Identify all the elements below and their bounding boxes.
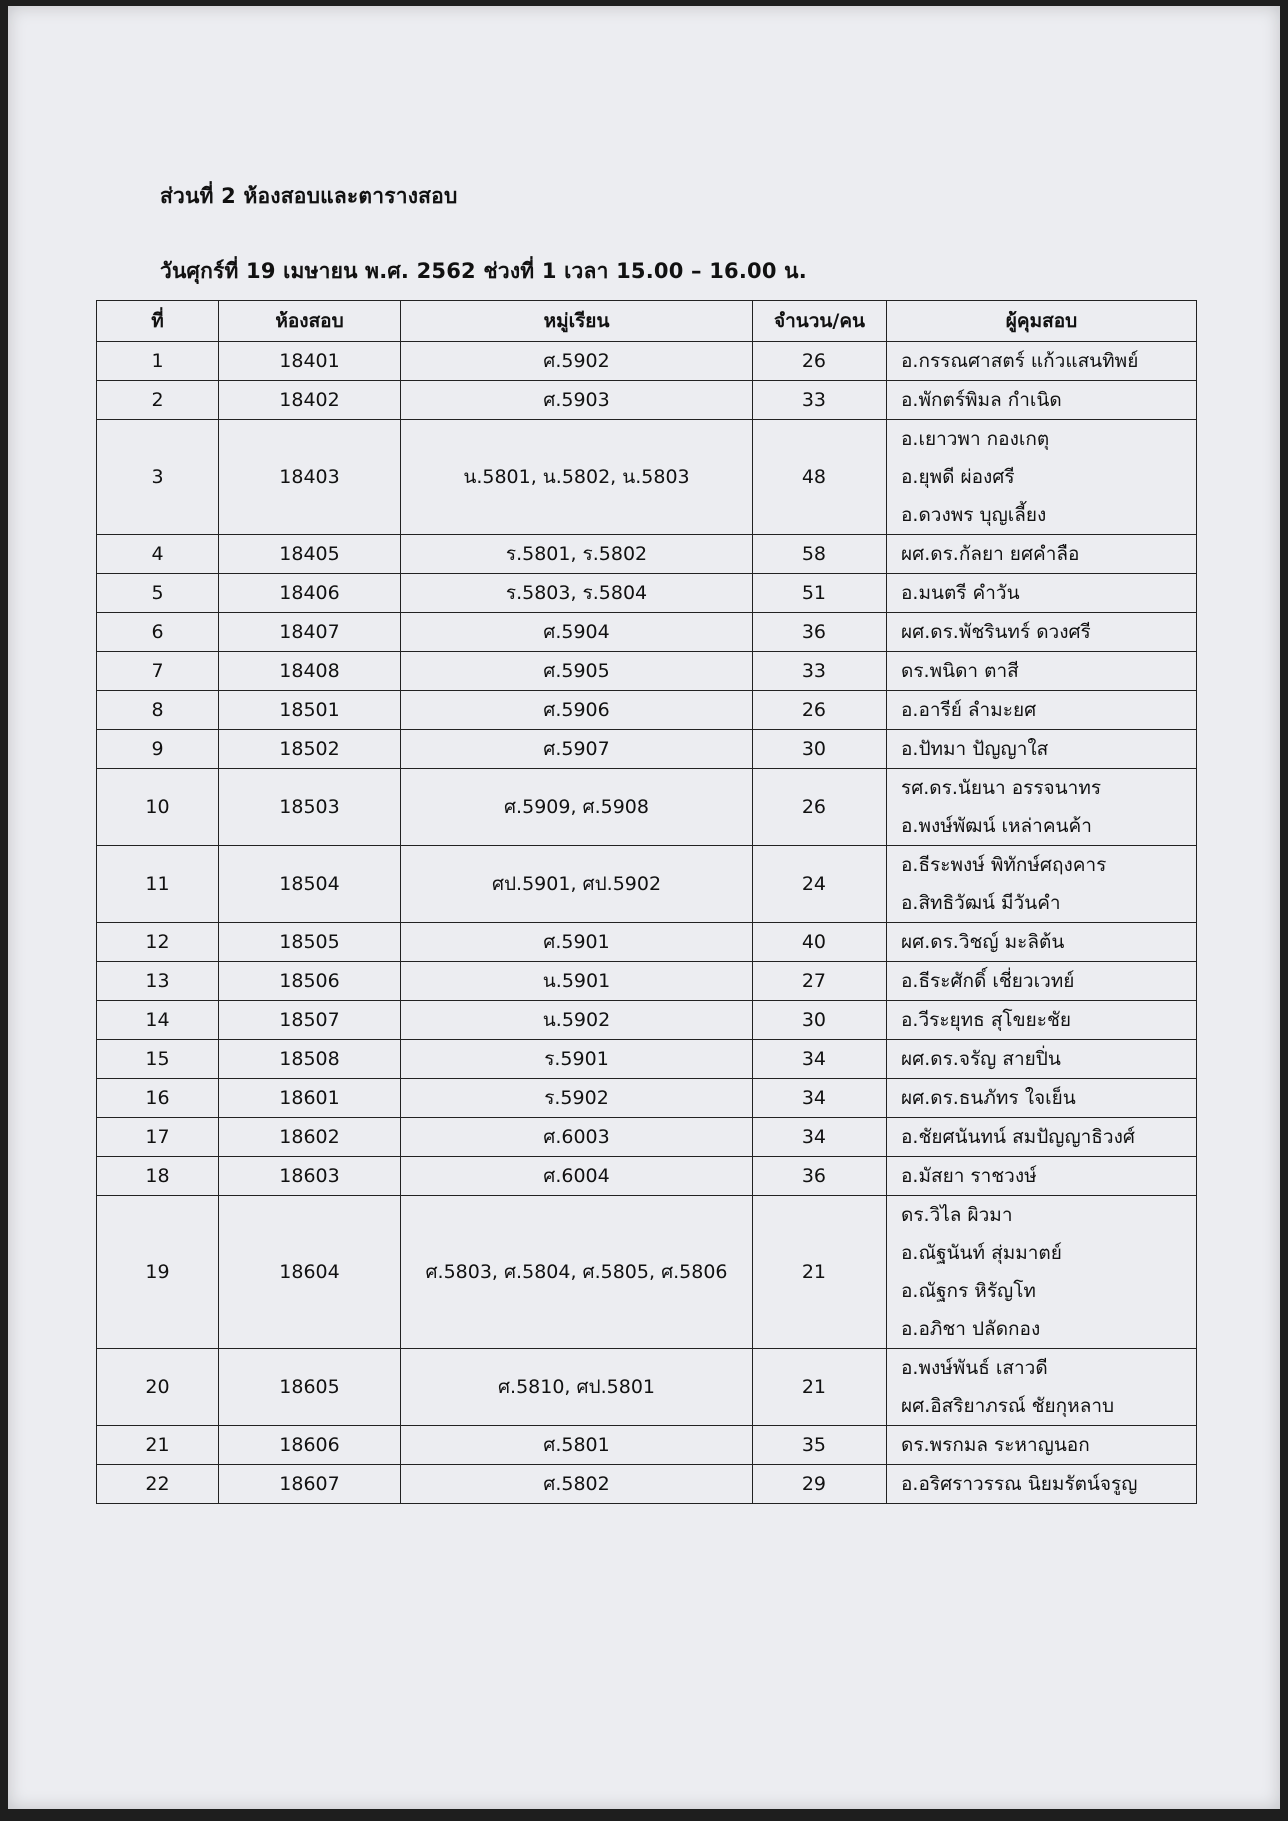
cell-room: 18406: [219, 574, 401, 613]
proctor-name: อ.สิทธิวัฒน์ มีวันคำ: [901, 892, 1061, 914]
cell-room: 18606: [219, 1426, 401, 1465]
proctor-name: ผศ.ดร.ธนภัทร ใจเย็น: [901, 1087, 1076, 1109]
proctor-name: อ.มัสยา ราชวงษ์: [901, 1165, 1037, 1187]
cell-room: 18607: [219, 1465, 401, 1504]
col-header-room: ห้องสอบ: [219, 301, 401, 342]
cell-count: 27: [753, 962, 887, 1001]
cell-proctors: [887, 535, 1197, 574]
cell-count: 26: [753, 769, 887, 846]
cell-proctors: [887, 420, 1197, 535]
table-row: [97, 1157, 1197, 1196]
cell-room: 18602: [219, 1118, 401, 1157]
cell-group: ศ.6004: [401, 1157, 753, 1196]
exam-room-table: [96, 300, 1197, 1504]
cell-group: ศ.5906: [401, 691, 753, 730]
proctor-name: อ.ชัยศนันทน์ สมปัญญาธิวงศ์: [901, 1126, 1135, 1148]
proctor-name: ผศ.ดร.พัชรินทร์ ดวงศรี: [901, 621, 1091, 643]
cell-count: 21: [753, 1349, 887, 1426]
cell-proctors: [887, 691, 1197, 730]
proctor-name: อ.อารีย์ ลำมะยศ: [901, 699, 1037, 721]
cell-group: ศ.5802: [401, 1465, 753, 1504]
cell-proctors: [887, 769, 1197, 846]
cell-no: 5: [97, 574, 219, 613]
table-row: [97, 652, 1197, 691]
proctor-name: อ.ธีระศักดิ์ เชี่ยวเวทย์: [901, 970, 1075, 992]
table-row: [97, 846, 1197, 923]
table-row: [97, 1079, 1197, 1118]
cell-no: 12: [97, 923, 219, 962]
cell-room: 18402: [219, 381, 401, 420]
cell-proctors: [887, 1349, 1197, 1426]
cell-group: ศ.5903: [401, 381, 753, 420]
cell-room: 18603: [219, 1157, 401, 1196]
cell-count: 58: [753, 535, 887, 574]
proctor-name: อ.กรรณศาสตร์ แก้วแสนทิพย์: [901, 350, 1139, 372]
table-row: [97, 769, 1197, 846]
cell-group: น.5801, น.5802, น.5803: [401, 420, 753, 535]
cell-no: 17: [97, 1118, 219, 1157]
cell-group: ศ.5810, ศป.5801: [401, 1349, 753, 1426]
cell-room: 18505: [219, 923, 401, 962]
cell-no: 1: [97, 342, 219, 381]
cell-group: ศ.5902: [401, 342, 753, 381]
cell-room: 18503: [219, 769, 401, 846]
table-row: [97, 342, 1197, 381]
cell-room: 18504: [219, 846, 401, 923]
proctor-name: ผศ.ดร.กัลยา ยศคำลือ: [901, 543, 1080, 565]
cell-group: ศ.5901: [401, 923, 753, 962]
table-row: [97, 1001, 1197, 1040]
cell-no: 9: [97, 730, 219, 769]
cell-no: 13: [97, 962, 219, 1001]
table-row: [97, 574, 1197, 613]
proctor-name: รศ.ดร.นัยนา อรรจนาทร: [901, 777, 1102, 799]
cell-group: ร.5801, ร.5802: [401, 535, 753, 574]
cell-no: 18: [97, 1157, 219, 1196]
table-row: [97, 1040, 1197, 1079]
cell-proctors: [887, 1079, 1197, 1118]
cell-room: 18501: [219, 691, 401, 730]
table-row: [97, 1465, 1197, 1504]
cell-group: ศ.5803, ศ.5804, ศ.5805, ศ.5806: [401, 1196, 753, 1349]
cell-no: 22: [97, 1465, 219, 1504]
cell-proctors: [887, 381, 1197, 420]
cell-group: ศ.5907: [401, 730, 753, 769]
proctor-name: อ.มนตรี คำวัน: [901, 582, 1020, 604]
proctor-name: อ.อภิชา ปลัดกอง: [901, 1318, 1041, 1340]
cell-group: ศป.5901, ศป.5902: [401, 846, 753, 923]
cell-proctors: [887, 1040, 1197, 1079]
cell-group: ร.5803, ร.5804: [401, 574, 753, 613]
proctor-name: อ.เยาวพา กองเกตุ: [901, 428, 1050, 450]
proctor-name: ดร.พรกมล ระหาญนอก: [901, 1434, 1090, 1456]
cell-count: 51: [753, 574, 887, 613]
cell-proctors: [887, 652, 1197, 691]
cell-room: 18507: [219, 1001, 401, 1040]
table-row: [97, 420, 1197, 535]
proctor-name: อ.อริศราวรรณ นิยมรัตน์จรูญ: [901, 1473, 1138, 1495]
cell-group: ร.5901: [401, 1040, 753, 1079]
col-header-count: จำนวน/คน: [753, 301, 887, 342]
cell-proctors: [887, 1001, 1197, 1040]
proctor-name: อ.ปัทมา ปัญญาใส: [901, 738, 1049, 760]
cell-count: 36: [753, 613, 887, 652]
cell-no: 4: [97, 535, 219, 574]
table-row: [97, 381, 1197, 420]
cell-proctors: [887, 1196, 1197, 1349]
proctor-name: อ.วีระยุทธ สุโขยะชัย: [901, 1009, 1071, 1031]
table-row: [97, 923, 1197, 962]
proctor-name: อ.พงษ์พัฒน์ เหล่าคนค้า: [901, 815, 1092, 837]
proctor-name: ดร.พนิดา ตาสี: [901, 660, 1019, 682]
proctor-name: อ.พักตร์พิมล กำเนิด: [901, 389, 1062, 411]
cell-count: 33: [753, 381, 887, 420]
cell-group: ศ.6003: [401, 1118, 753, 1157]
session-line: วันศุกร์ที่ 19 เมษายน พ.ศ. 2562 ช่วงที่ 1 เวลา 15.00 – 16.00 น.: [160, 259, 807, 283]
cell-no: 14: [97, 1001, 219, 1040]
cell-count: 48: [753, 420, 887, 535]
cell-group: น.5902: [401, 1001, 753, 1040]
cell-no: 7: [97, 652, 219, 691]
cell-count: 21: [753, 1196, 887, 1349]
cell-no: 16: [97, 1079, 219, 1118]
cell-count: 30: [753, 1001, 887, 1040]
cell-no: 21: [97, 1426, 219, 1465]
table-row: [97, 1118, 1197, 1157]
cell-group: ร.5902: [401, 1079, 753, 1118]
cell-no: 19: [97, 1196, 219, 1349]
table-row: [97, 962, 1197, 1001]
cell-count: 35: [753, 1426, 887, 1465]
cell-group: ศ.5801: [401, 1426, 753, 1465]
cell-no: 8: [97, 691, 219, 730]
cell-group: น.5901: [401, 962, 753, 1001]
proctor-name: ผศ.ดร.วิชญ์ มะลิต้น: [901, 931, 1065, 953]
proctor-name: ดร.วิไล ผิวมา: [901, 1204, 1013, 1226]
cell-room: 18506: [219, 962, 401, 1001]
table-header-row: [97, 301, 1197, 342]
proctor-name: อ.ดวงพร บุญเลี้ยง: [901, 504, 1047, 526]
proctor-name: อ.พงษ์พันธ์ เสาวดี: [901, 1357, 1048, 1379]
cell-no: 2: [97, 381, 219, 420]
cell-count: 29: [753, 1465, 887, 1504]
cell-no: 3: [97, 420, 219, 535]
cell-room: 18403: [219, 420, 401, 535]
proctor-name: อ.ยุพดี ผ่องศรี: [901, 466, 1015, 488]
cell-room: 18604: [219, 1196, 401, 1349]
cell-count: 33: [753, 652, 887, 691]
cell-proctors: [887, 962, 1197, 1001]
cell-count: 34: [753, 1079, 887, 1118]
proctor-name: อ.ณัฐกร หิรัญโท: [901, 1280, 1036, 1302]
cell-proctors: [887, 1118, 1197, 1157]
col-header-proctor: ผู้คุมสอบ: [887, 301, 1197, 342]
cell-proctors: [887, 1157, 1197, 1196]
cell-room: 18508: [219, 1040, 401, 1079]
cell-room: 18601: [219, 1079, 401, 1118]
cell-proctors: [887, 923, 1197, 962]
cell-proctors: [887, 1426, 1197, 1465]
cell-count: 40: [753, 923, 887, 962]
cell-room: 18405: [219, 535, 401, 574]
cell-no: 15: [97, 1040, 219, 1079]
cell-proctors: [887, 342, 1197, 381]
cell-group: ศ.5904: [401, 613, 753, 652]
cell-count: 36: [753, 1157, 887, 1196]
table-row: [97, 691, 1197, 730]
cell-proctors: [887, 1465, 1197, 1504]
cell-count: 34: [753, 1040, 887, 1079]
table-row: [97, 730, 1197, 769]
cell-proctors: [887, 574, 1197, 613]
cell-count: 30: [753, 730, 887, 769]
proctor-name: อ.ธีระพงษ์ พิทักษ์ศฤงคาร: [901, 854, 1107, 876]
cell-room: 18408: [219, 652, 401, 691]
table-row: [97, 1426, 1197, 1465]
cell-group: ศ.5905: [401, 652, 753, 691]
col-header-no: ที่: [97, 301, 219, 342]
cell-no: 10: [97, 769, 219, 846]
cell-room: 18401: [219, 342, 401, 381]
proctor-name: ผศ.ดร.จรัญ สายปิ่น: [901, 1048, 1061, 1070]
proctor-name: ผศ.อิสริยาภรณ์ ชัยกุหลาบ: [901, 1395, 1115, 1417]
cell-room: 18407: [219, 613, 401, 652]
section-title: ส่วนที่ 2 ห้องสอบและตารางสอบ: [160, 184, 458, 208]
table-row: [97, 1349, 1197, 1426]
cell-proctors: [887, 846, 1197, 923]
cell-group: ศ.5909, ศ.5908: [401, 769, 753, 846]
cell-count: 34: [753, 1118, 887, 1157]
table-row: [97, 535, 1197, 574]
cell-room: 18605: [219, 1349, 401, 1426]
cell-count: 26: [753, 342, 887, 381]
cell-no: 11: [97, 846, 219, 923]
cell-proctors: [887, 730, 1197, 769]
col-header-group: หมู่เรียน: [401, 301, 753, 342]
cell-count: 26: [753, 691, 887, 730]
table-row: [97, 613, 1197, 652]
cell-room: 18502: [219, 730, 401, 769]
cell-proctors: [887, 613, 1197, 652]
cell-no: 6: [97, 613, 219, 652]
cell-count: 24: [753, 846, 887, 923]
cell-no: 20: [97, 1349, 219, 1426]
table-row: [97, 1196, 1197, 1349]
proctor-name: อ.ณัฐนันท์ สุ่มมาตย์: [901, 1242, 1062, 1264]
